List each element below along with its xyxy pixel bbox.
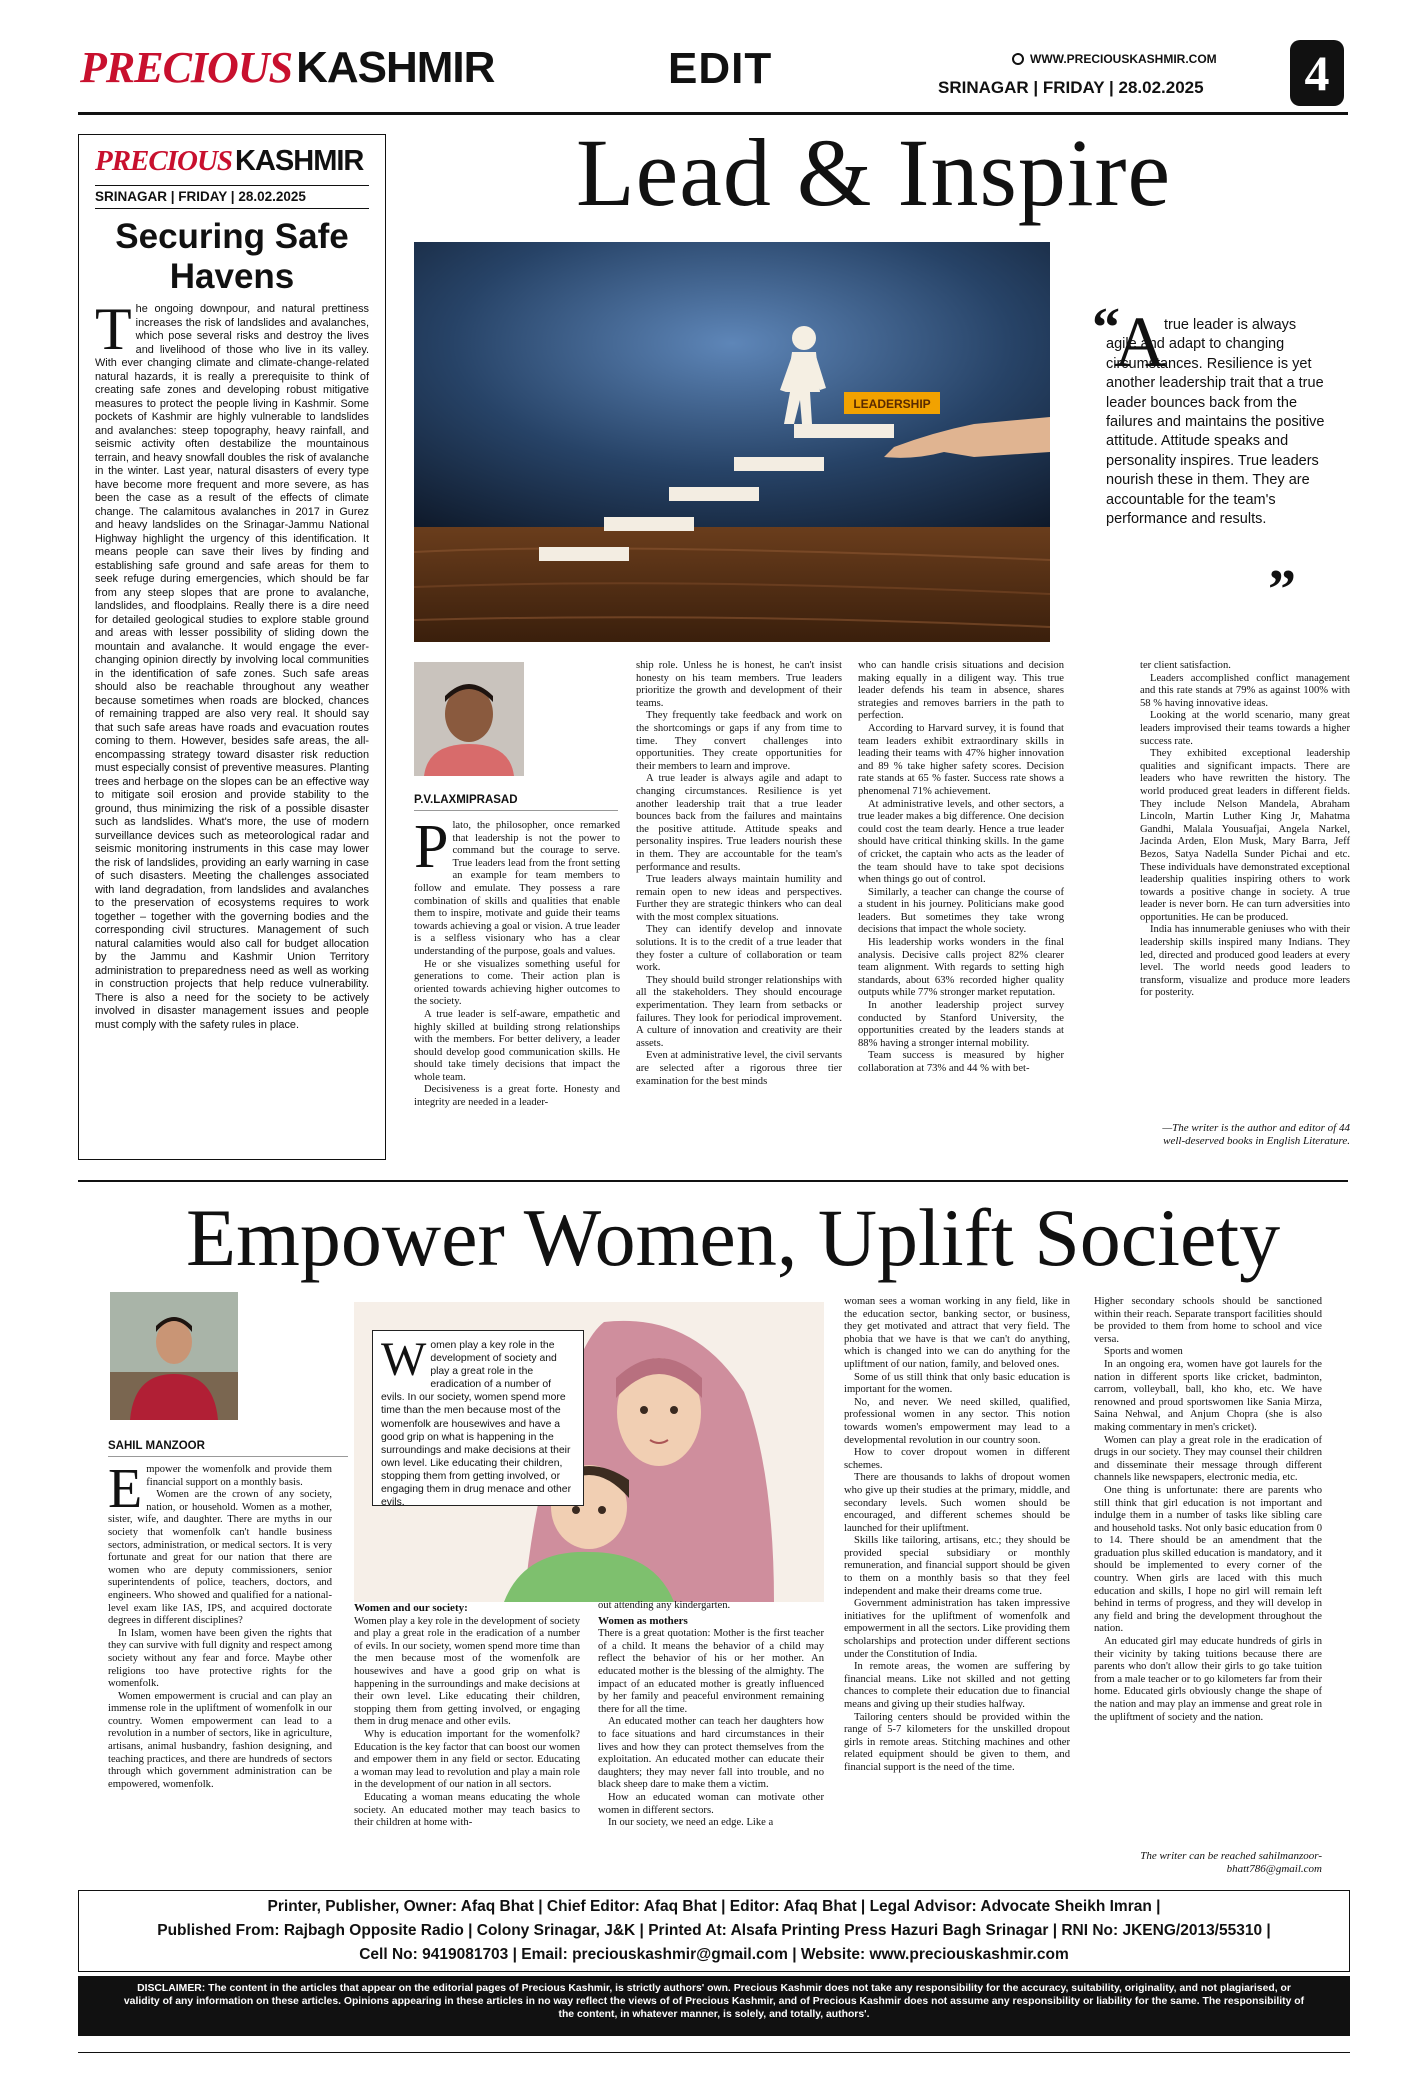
bottom-rule <box>78 2052 1350 2053</box>
author-portrait-icon <box>110 1292 238 1420</box>
imprint-line-3: Cell No: 9419081703 | Email: preciouskashmir@gmail.com | Website: www.preciouskashmir.com <box>359 1946 1069 1963</box>
editorial-rule-top <box>95 185 369 186</box>
article2-c3-p: In our society, we need an edge. Like a <box>608 1817 774 1829</box>
article2-dropcap: E <box>108 1458 143 1520</box>
imprint-line-1: Printer, Publisher, Owner: Afaq Bhat | Chief Editor: Afaq Bhat | Editor: Afaq Bhat | Legal Advisor: Advocate Sheikh Imran | <box>267 1898 1161 1915</box>
masthead <box>0 0 1425 110</box>
article1-c2-p: A true leader is always agile and adapt to changing circumstances. Resilience is yet another leadership trait that a true leader bounces back from the failures and maintains the positive attitude. Attitude speaks and personality inspires. True leaders nourish these in them. They are accountable for the team's performance and results. <box>636 773 842 873</box>
author-portrait-icon <box>414 662 524 776</box>
article2-author-name: SAHIL MANZOOR <box>108 1440 205 1452</box>
article1-c2-p: They frequently take feedback and work on the shortcomings or gaps if any from time to time. They convert challenges into opportunities. They create opportunities for their members to learn and improve. <box>636 710 842 772</box>
article1-c2-p: Even at administrative level, the civil servants are selected after a rigorous three tier examination for the best minds <box>636 1050 842 1087</box>
article2-c4-p: Skills like tailoring, artisans, etc.; they should be provided special subsidiary or monthly remuneration, and financial support should be given to them on a monthly basis so that they feel independent and make their dreams come true. <box>844 1535 1070 1597</box>
article1-c3-p: At administrative levels, and other sectors, a true leader makes a big difference. One decision could cost the team dearly. Hence a true leader should have critical thinking skills. In the game of cricket, the captain who acts as the leader of the team should have to take spot decisions when things go out of control. <box>858 798 1064 886</box>
article2-c3-p: There is a great quotation: Mother is the first teacher of a child. It means the behavior of a child may reflect the behavior of his or her mother. An educated mother is the blessing of the almighty. The impact of an educated mother is greatly influenced by her family and peaceful environment remaining there for all the time. <box>598 1628 824 1715</box>
article2-c1-p: In Islam, women have been given the rights that they can survive with full dignity and respect among society without any fear and force. Maybe other religions too have protective rights for the womenfolk. <box>108 1627 332 1690</box>
article2-c5-p: One thing is unfortunate: there are parents who still think that girl education is not important and indulge them in a number of tasks like sibling care and household tasks. Not only basic education from 0 to 14. There should be an amendment that the graduation plus skilled education is mandatory, and it should be implemented to every corner of the country. When girls are laced with this much education and skills, I hope no girl will remain left behind in terms of progress, and they will develop in any field and bring the development throughout the nation. <box>1094 1484 1322 1635</box>
article1-c3-p: who can handle crisis situations and decision making equally in a diligent way. This true leader defends his team in absence, shares strategies and removes barriers in the path to perfection. <box>858 660 1064 722</box>
article1-c3-p: Team success is measured by higher collaboration at 73% and 44 % with bet- <box>858 1050 1064 1074</box>
article1-c2-p: They should build stronger relationships with all the stakeholders. They should encourage experimentation. They learn from setbacks or failures. They look for periodical improvement. A culture of innovation and creativity are their assets. <box>636 974 842 1049</box>
article1-column-3 <box>858 660 1064 1076</box>
article2-subhead: Women and our society: <box>354 1602 468 1614</box>
article2-column-1 <box>108 1458 332 1791</box>
editorial-title: Securing Safe Havens <box>115 217 349 296</box>
article2-pullquote <box>381 1333 575 1509</box>
section-label: EDIT <box>668 44 773 93</box>
leadership-illustration <box>414 242 1050 642</box>
author-rule <box>108 1456 348 1457</box>
article2-pull-cap: W <box>381 1333 427 1386</box>
editorial-rule-bottom <box>95 208 369 209</box>
article2-c5-p: Higher secondary schools should be sanctioned within their reach. Separate transport facilities should be provided to them from home to school and vice versa. <box>1094 1296 1322 1345</box>
article2-c4-p: Government administration has taken impressive initiatives for the upliftment of womenfolk and empowerment in all the sectors. Like providing them scholarships and protection under different sections under the Constitution of India. <box>844 1598 1070 1660</box>
article2-c3-lead: out attending any kindergarten. <box>598 1600 731 1611</box>
article2-column-5 <box>1094 1296 1322 1724</box>
leadership-tag-text: LEADERSHIP <box>853 397 931 411</box>
article1-column-2 <box>636 660 842 1088</box>
article1-author-bio: —The writer is the author and editor of 44 well-deserved books in English Literature. <box>1162 1122 1350 1147</box>
article1-c2-p: True leaders always maintain humility and remain open to new ideas and perspectives. Further they are strategic thinkers who can deal with the most complex situations. <box>636 874 842 923</box>
article1-c2-p: They can identify develop and innovate solutions. It is to the credit of a true leader that they foster a culture of collaboration or team work. <box>636 924 842 974</box>
article2-c5-p: In an ongoing era, women have got laurels for the nation in different sports like cricket, badminton, carrom, volleyball, ball, kho kho, etc. We have renowned and proud sportswomen like Sania Mirza, Saina Nehwal, and Anjum Chopra (she is also making commentary in men's cricket). <box>1094 1358 1322 1433</box>
article2-c2-p: Why is education important for the womenfolk? Education is the key factor that can boost our women and empower them in any field or sector. Educating a woman may lead to revolution and play a main role in the development of our nation in all sectors. <box>354 1728 580 1791</box>
article2-column-4 <box>844 1296 1070 1775</box>
article2-c4-p: No, and never. We need skilled, qualified, professional women in any sector. This notion towards women's empowerment may lead to a developmental revolution in our country soon. <box>844 1396 1070 1446</box>
masthead-rule <box>78 112 1348 115</box>
leadership-image <box>414 242 1050 642</box>
close-quote-icon: ” <box>1268 559 1296 621</box>
editorial-dropcap: T <box>95 296 132 362</box>
masthead-logo-black: KASHMIR <box>296 43 495 92</box>
article2-headline: Empower Women, Uplift Society <box>186 1192 1281 1283</box>
article1-c4-p: Leaders accomplished conflict management and this rate stands at 79% as against 100% with 58 % having innovative ideas. <box>1140 672 1350 709</box>
dateline: SRINAGAR | FRIDAY | 28.02.2025 <box>938 78 1204 97</box>
article2-column-2 <box>354 1600 580 1830</box>
article2-c2-p: Women play a key role in the development of society and play a great role in the eradication of a number of evils. In our society, women spend more time than the men because most of the womenfolk are housewives and have a good grip on what is happening in the surroundings and make decisions at their own level. Like educating their children, stopping them from getting involved, or engaging them in drug menace and other evils. <box>354 1615 580 1728</box>
disclaimer-text: DISCLAIMER: The content in the articles that appear on the editorial pages of Precious Kashmir, is strictly authors' own. Precious Kashmir does not take any responsibility for the accuracy, suitability, originality, and not plagiarised, or validity of any information on these articles. Opinions appearing in these articles in no way reflect the views of of Precious Kashmir, and of Precious Kashmir does not assume any responsibility or liability for the same. The responsibility of the content, in whatever manner, is solely, and totally, authors'. <box>123 1983 1305 2020</box>
article2-c4-p: woman sees a woman working in any field, like in the education sector, banking sector, or business, they get motivated and attract that very field. The phobia that we have is that we can't do anything, which is changed into we can do anything for the upliftment of our nation, family, and beloved ones. <box>844 1296 1070 1370</box>
article1-c3-p: In another leadership project survey conducted by Stanford University, the opportunities created by the leaders stands at 88% having a stronger internal mobility. <box>858 1000 1064 1049</box>
article1-author-photo <box>414 662 524 776</box>
imprint-line-2: Published From: Rajbagh Opposite Radio | Colony Srinagar, J&K | Printed At: Alsafa Printing Press Hazuri Bagh Srinagar | RNI No: JKENG/2013/55310 | <box>157 1922 1271 1939</box>
article1-c1-p: He or she visualizes something useful for generations to come. Their action plan is oriented towards achieving higher outcomes to the society. <box>414 958 620 1008</box>
article2-c1-p: Women empowerment is crucial and can play an immense role in the upliftment of womenfolk in our country. Women empowerment can lead to a revolution in a number of sectors, like in agriculture, artisans, animal husbandry, fashion designing, and teaching practices, and there are hundreds of sectors through which government administration can be empowered, womenfolk. <box>108 1690 332 1790</box>
article2-author-photo <box>110 1292 238 1420</box>
article2-c1-p: Women are the crown of any society, nation, or household. Women as a mother, sister, wife, and daughter. There are myths in our society that womenfolk can't handle business sectors, administration, or medical sectors. It is very fortunate and great for our nation that there are women who are deputy commissioners, senior superintendents of police, teachers, doctors, and engineers. Who showed and qualified for a national-level exam like IAS, IPS, and acquired doctorate degrees in different disciplines? <box>108 1489 332 1627</box>
article1-c1-p: A true leader is self-aware, empathetic and highly skilled at building strong relationships with the members. For better delivery, a leader should develop good communication skills. He should take timely decisions that impact the whole team. <box>414 1008 620 1083</box>
editorial-logo <box>95 145 363 178</box>
article2-pullquote-text: omen play a key role in the development of society and play a great role in the eradication of a number of evils. In our society, women spend more time than the men because most of the womenfolk are housewives and have a good grip on what is happening in the surroundings and make decisions at their own level. Like educating their children, stopping them from getting involved, or engaging them in drug menace and other evils. <box>381 1340 572 1509</box>
pullquote-dropcap: A <box>1114 302 1166 382</box>
article2-c2-p: Educating a woman means educating the whole society. An educated mother may teach basics to their children at home with- <box>354 1791 580 1829</box>
article2-c5-p: An educated girl may educate hundreds of girls in their vicinity by taking tuitions because there are parents who don't allow their girls to go take tuition from a male teacher or to go kilometers far from their home. Educated girls obviously change the shape of the nation and may play an immense and great role in the upliftment of society and the nation. <box>1094 1636 1322 1723</box>
article2-c3-p: An educated mother can teach her daughters how to face situations and hard circumstances in their lives and how they can protect themselves from the exploitation. An educated mother can educate their daughters; they may never fall into trouble, and no black sheep dare to make them a victim. <box>598 1716 824 1791</box>
article2-c4-p: Some of us still think that only basic education is important for the women. <box>844 1371 1070 1396</box>
article1-c4-p: India has innumerable geniuses who with their leadership skills inspired many Indians. They led, directed and produced good leaders at every level. The world needs good leaders to transform, visualize and produce more leaders for posterity. <box>1140 924 1350 999</box>
article2-subhead: Women as mothers <box>598 1614 688 1627</box>
article1-column-4 <box>1140 660 1350 1000</box>
author-rule <box>414 810 618 811</box>
editorial-box <box>78 134 386 1160</box>
globe-icon <box>1012 53 1024 65</box>
article2-pullquote-box <box>372 1330 584 1509</box>
editorial-dateline: SRINAGAR | FRIDAY | 28.02.2025 <box>95 189 306 204</box>
website-line <box>1012 52 1217 66</box>
article2-author-bio: The writer can be reached sahilmanzoor-bhatt786@gmail.com <box>1140 1850 1322 1875</box>
masthead-logo-red: PRECIOUS <box>80 43 293 92</box>
article2-c4-p: There are thousands to lakhs of dropout women who give up their studies at the primary, middle, and secondary levels. Such women should be encouraged, and different schemes should be launched for their upliftment. <box>844 1472 1070 1534</box>
article1-c2-p: ship role. Unless he is honest, he can't insist honesty on his team members. True leaders prioritize the growth and development of their teams. <box>636 660 842 709</box>
editorial-body <box>95 296 369 1032</box>
article2-c1-p: mpower the womenfolk and provide them financial support on a monthly basis. <box>146 1464 332 1488</box>
article2-column-3 <box>598 1600 824 1830</box>
editorial-logo-red: PRECIOUS <box>95 145 233 177</box>
article1-author-name: P.V.LAXMIPRASAD <box>414 794 518 806</box>
article1-c4-p: ter client satisfaction. <box>1140 660 1231 671</box>
article1-headline: Lead & Inspire <box>576 119 1172 226</box>
article1-pullquote <box>1092 297 1332 621</box>
page-number-badge: 4 <box>1290 40 1344 106</box>
article2-c4-p: Tailoring centers should be provided within the range of 5-7 kilometers for the unskilled dropout girls in remote areas. Stitching machines and other related equipment should be given to them, and financial support is the need of the time. <box>844 1711 1070 1773</box>
section-divider <box>78 1180 1348 1182</box>
open-quote-icon: “ <box>1092 297 1120 359</box>
article1-c3-p: According to Harvard survey, it is found that team leaders exhibit extraordinary skills in leading their teams with 47% higher innovation and 89 % take higher safety scores. Decision rate stands at 65 % faster. Success rate shows a phenomenal 71% achievement. <box>858 722 1064 797</box>
imprint-box <box>78 1890 1350 1972</box>
article2-c5-p: Women can play a great role in the eradication of drugs in our society. They may counsel their children and disseminate their message through different channels like newspapers, electronic media, etc. <box>1094 1434 1322 1484</box>
article2-c4-p: How to cover dropout women in different schemes. <box>844 1447 1070 1471</box>
article1-dropcap: P <box>414 813 449 881</box>
article1-c1-p: Decisiveness is a great forte. Honesty and integrity are needed in a leader- <box>414 1084 620 1109</box>
article2-c4-p: In remote areas, the women are suffering by financial means. Like not skilled and not getting chances to complete their education due to financial means and giving up their studies halfway. <box>844 1661 1070 1710</box>
masthead-logo <box>80 42 494 93</box>
article2-c5-p: Sports and women <box>1104 1346 1183 1358</box>
disclaimer-box <box>78 1976 1350 2036</box>
article1-c3-p: His leadership works wonders in the final analysis. Decisive calls project 82% clearer team alignment. With regards to setting high standards, about 63% recorded higher quality outputs while 77% stronger market reputation. <box>858 937 1064 999</box>
article2-c3-p: How an educated woman can motivate other women in different sectors. <box>598 1791 824 1816</box>
editorial-logo-black: KASHMIR <box>235 145 364 177</box>
website-text: WWW.PRECIOUSKASHMIR.COM <box>1030 52 1217 66</box>
article1-column-1 <box>414 813 620 1110</box>
article1-c1-p: lato, the philosopher, once remarked that leadership is not the power to command but the courage to serve. True leaders lead from the front setting an example for team members to follow and emulate. They possess a rare combination of skills and qualities that enable them to inspire, motivate and guide their teams towards achieving a goal or vision. A true leader is a selfless visionary who has a clear understanding of the purpose, goals and values. <box>414 820 620 957</box>
pullquote-text: true leader is always agile and adapt to changing circumstances. Resilience is yet another leadership trait that a true leader bounces back from the failures and maintains the positive attitude. Attitude speaks and personality inspires. True leaders nourish these in them. They are accountable for the team's performance and results. <box>1106 317 1325 528</box>
article1-c4-p: Looking at the world scenario, many great leaders improvised their teams towards a higher success rate. <box>1140 710 1350 747</box>
editorial-text: he ongoing downpour, and natural prettiness increases the risk of landslides and avalanches, which pose several risks and destroy the lives and livelihood of those who live in its valley. With ever changing climate and climate-change-related natural hazards, it is really a prerequisite to think of creating safe zones and developing robust mitigative measures to protect the people living in Kashmir. Some pockets of Kashmir are highly vulnerable to landslides and avalanches: steep topography, heavy rainfall, and seismic activity often destabilize the mountainous terrain, and heavy snowfall doubles the risk of avalanche in the winter. Last year, natural disasters of every type have become more frequent and more severe, as has been the case as a result of the effects of climate change. The calamitous avalanches in 2017 in Gurez and heavy landslides on the Srinagar-Jammu National Highway highlight the urgency of this identification. It means people can save their lives by finding and establishing safe ground and safe areas for them to seek refuge during emergencies, which should be far from any steep slopes that are prone to avalanche, landslides, and floodplains. Really there is a dire need for detailed geological studies to explore stable ground and areas with lesser possibility of sliding down the mountain and avalanche. It would engage the ever-changing opinion directly by involving local communities in the identification of safe zones. Such safe areas should also be reachable throughout any weather because sometimes when roads are blocked, chances of remaining trapped are also very real. It should say that such safe areas have roads and evacuation routes coming to them. However, besides safe areas, the all-encompassing strategy toward disaster risk reduction must especially consist of preventive measures. Planting trees and herbage on the slopes can be an effective way to mitigate soil erosion and provide stability to the ground, thus minimizing the risk of a possible disaster such as landslides. What's more, the use of modern surveillance devices such as meteorological radar and seismic monitoring instruments in this case may lower the risk of landslides, providing an early warning in case of such disasters. Meeting the challenges associated with land degradation, from landslides and avalanches to the preservation of ecosystems requires to work together – together with the governing bodies and the corresponding civil structures. Management of such natural calamities would also call for budget allocation by the Jammu and Kashmir Union Territory administration to preparedness need as well as working in construction projects that help reduce vulnerability. There is also a need for the society to be actively involved in disaster management issues and people must comply with the safety rules in place. <box>95 303 369 1031</box>
article1-c4-p: They exhibited exceptional leadership qualities and significant impacts. There are leaders who have rewritten the history. The world produced great leaders in different fields. They include Nelson Mandela, Abraham Lincoln, Martin Luther King Jr, Mahatma Gandhi, Malala Yousuafjai, Angela Narkel, Jacinda Arden, Elon Musk, Mary Barra, Jeff Bezos, Satya Nadella Sunder Pichai and etc. These individuals have demonstrated exceptional leadership qualities inspiring others to work towards a positive change in society. A true leader is never born. He can turn adversities into opportunities. He can be produced. <box>1140 748 1350 923</box>
article1-c3-p: Similarly, a teacher can change the course of a student in his journey. Politicians make good leaders. But sometimes they take wrong decisions that impact the whole society. <box>858 886 1064 936</box>
